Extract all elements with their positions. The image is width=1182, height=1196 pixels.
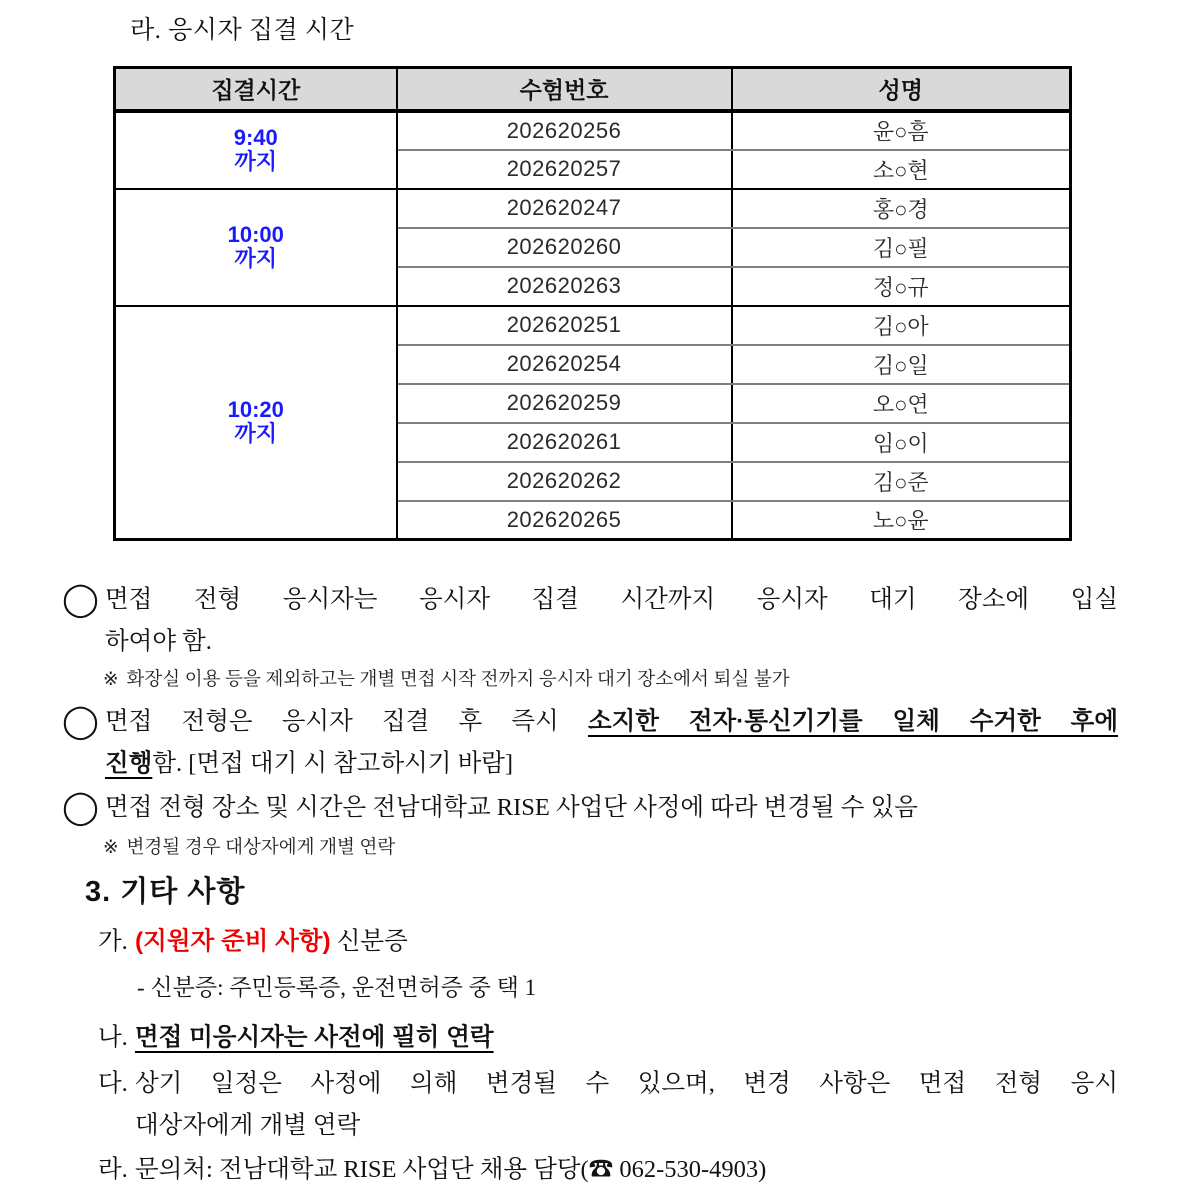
item-text <box>135 1149 1118 1191</box>
table-row <box>115 189 1071 228</box>
exam-number-cell: 202620262 <box>397 462 732 501</box>
item-ra <box>98 1149 1118 1191</box>
candidate-name-cell: 오○연 <box>732 384 1071 423</box>
text-line <box>135 1063 1118 1105</box>
text-line <box>105 579 1118 621</box>
column-header-time: 집결시간 <box>115 68 397 111</box>
text-segment: 신분증 <box>330 928 408 955</box>
exam-number-cell: 202620261 <box>397 423 732 462</box>
candidate-name-cell: 소○현 <box>732 150 1071 189</box>
item-label: 라. <box>98 1156 128 1183</box>
footnote-text: 변경될 경우 대상자에게 개별 연락 <box>126 838 396 858</box>
exam-number-cell: 202620259 <box>397 384 732 423</box>
text-segment: 면접 미응시자는 사전에 필히 연락 <box>135 1024 494 1051</box>
bullet-text <box>105 701 1118 785</box>
time-value: 10:20 <box>227 397 284 423</box>
candidate-name-cell: 김○준 <box>732 462 1071 501</box>
item-label: 나. <box>98 1024 128 1051</box>
exam-number-cell: 202620247 <box>397 189 732 228</box>
text-segment: 062-530-4903) <box>613 1156 767 1183</box>
circle-bullet-icon: ◯ <box>62 704 99 740</box>
item-text <box>135 1063 1118 1147</box>
other-matters-heading: 3. 기타 사항 <box>85 876 246 908</box>
text-segment: 면접 전형 응시자는 응시자 집결 시간까지 응시자 대기 장소에 입실 <box>105 586 1118 613</box>
item-text <box>135 1017 1118 1059</box>
time-suffix: 까지 <box>234 246 277 271</box>
circle-bullet-icon: ◯ <box>62 790 99 826</box>
bullet-text <box>105 579 1118 663</box>
gathering-time-cell <box>115 189 397 306</box>
footnote-text: 화장실 이용 등을 제외하고는 개별 면접 시작 전까지 응시자 대기 장소에서 퇴실 불가 <box>126 670 790 690</box>
table-row <box>115 306 1071 345</box>
item-label: 다. <box>98 1070 128 1097</box>
text-segment: 면접 전형 장소 및 시간은 전남대학교 RISE 사업단 사정에 따라 변경될 수 있음 <box>105 794 918 821</box>
gathering-time-table <box>113 66 1072 541</box>
gathering-time-cell <box>115 111 397 189</box>
item-label: 가. <box>98 928 128 955</box>
text-segment: 진행 <box>105 750 153 777</box>
exam-number-cell: 202620251 <box>397 306 732 345</box>
item-da <box>98 1063 1118 1147</box>
exam-number-cell: 202620254 <box>397 345 732 384</box>
time-value: 9:40 <box>233 125 278 150</box>
column-header-number: 수험번호 <box>397 68 732 111</box>
bullet-device-collection <box>62 701 1118 785</box>
text-segment: 대상자에게 개별 연락 <box>135 1112 361 1139</box>
text-segment: 하여야 함. <box>105 628 212 655</box>
footnote-change-contact <box>103 835 1182 861</box>
exam-number-cell: 202620265 <box>397 501 732 540</box>
text-line <box>105 621 1118 663</box>
text-line <box>135 1105 1118 1147</box>
item-text <box>135 921 1118 963</box>
candidate-name-cell: 임○이 <box>732 423 1071 462</box>
bullet-schedule-change <box>62 787 1118 829</box>
circle-bullet-icon: ◯ <box>62 582 99 618</box>
item-na <box>98 1017 1118 1059</box>
candidate-name-cell: 김○필 <box>732 228 1071 267</box>
bullet-text <box>105 787 1118 829</box>
time-suffix: 까지 <box>234 149 277 174</box>
item-ga <box>98 921 1118 963</box>
text-segment: 면접 전형은 응시자 집결 후 즉시 <box>105 708 588 735</box>
text-line <box>105 701 1118 743</box>
text-segment: 소지한 전자·통신기기를 일체 수거한 후에 <box>587 708 1118 735</box>
exam-number-cell: 202620263 <box>397 267 732 306</box>
reference-mark-icon: ※ <box>103 838 119 858</box>
candidate-name-cell: 정○규 <box>732 267 1071 306</box>
table-row <box>115 111 1071 150</box>
text-line <box>105 743 1118 785</box>
footnote-restroom <box>103 667 1182 693</box>
text-segment: 상기 일정은 사정에 의해 변경될 수 있으며, 변경 사항은 면접 전형 응시 <box>135 1070 1118 1097</box>
text-segment: (지원자 준비 사항) <box>135 928 331 955</box>
telephone-icon: ☎ <box>588 1156 614 1183</box>
text-line <box>105 787 1118 829</box>
time-value: 10:00 <box>227 222 284 247</box>
candidate-name-cell: 홍○경 <box>732 189 1071 228</box>
table-header-row <box>115 68 1071 111</box>
column-header-name: 성명 <box>732 68 1071 111</box>
reference-mark-icon: ※ <box>103 670 119 690</box>
subitem-id-card: - 신분증: 주민등록증, 운전면허증 중 택 1 <box>137 975 537 1000</box>
section-heading: 라. 응시자 집결 시간 <box>130 17 355 44</box>
text-segment: 함. [면접 대기 시 참고하시기 바람] <box>152 750 514 777</box>
document-page <box>0 10 1182 1191</box>
text-segment: 문의처: 전남대학교 RISE 사업단 채용 담당( <box>135 1156 589 1183</box>
candidate-name-cell: 노○윤 <box>732 501 1071 540</box>
candidate-name-cell: 김○일 <box>732 345 1071 384</box>
exam-number-cell: 202620256 <box>397 111 732 150</box>
bullet-entry-time <box>62 579 1118 663</box>
candidate-name-cell: 김○아 <box>732 306 1071 345</box>
candidate-name-cell: 윤○흠 <box>732 111 1071 150</box>
exam-number-cell: 202620260 <box>397 228 732 267</box>
time-suffix: 까지 <box>234 421 277 447</box>
exam-number-cell: 202620257 <box>397 150 732 189</box>
gathering-time-cell <box>115 306 397 540</box>
